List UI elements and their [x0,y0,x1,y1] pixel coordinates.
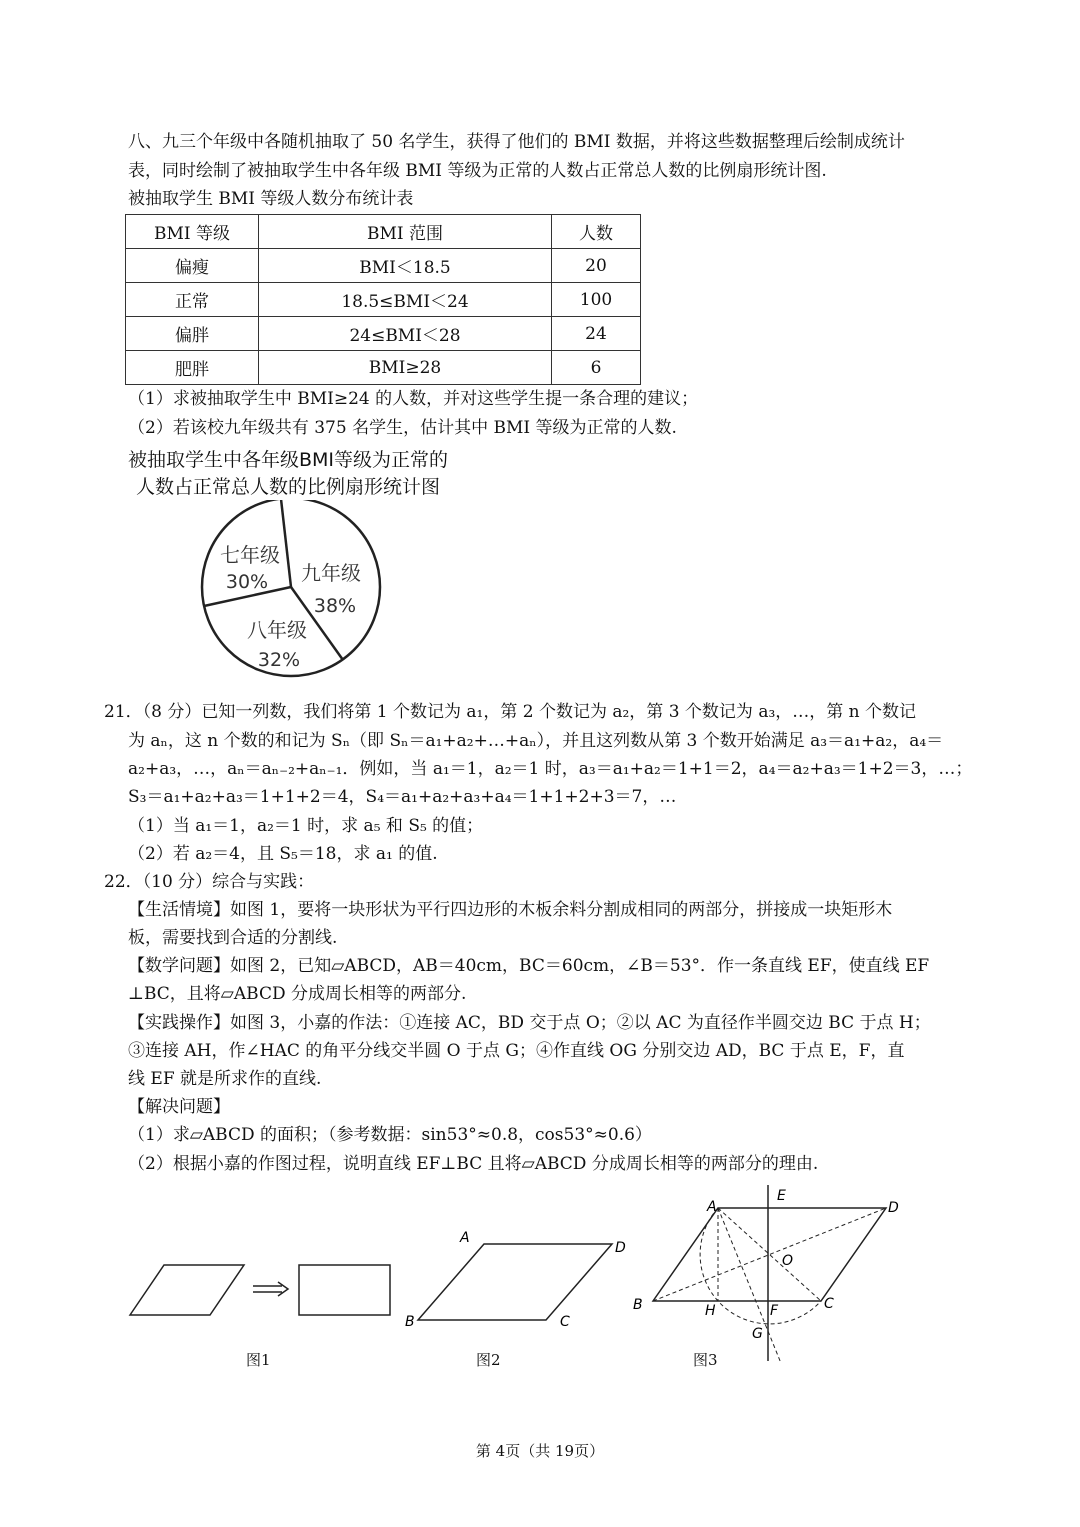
table-row [126,249,641,283]
table-cell: 100 [552,283,641,317]
q22-line-2: 【生活情境】如图 1，要将一块形状为平行四边形的木板余料分割成相同的两部分，拼接成一块矩形木 [128,900,893,920]
q22-line-1: 22．（10 分）综合与实践： [104,872,315,892]
q22-part-1: （1）求▱ABCD 的面积；（参考数据：sin53°≈0.8，cos53°≈0.6） [128,1125,652,1145]
table-cell: 偏瘦 [126,249,259,283]
q22-line-7: ③连接 AH，作∠HAC 的角平分线交半圆 O 于点 G；④作直线 OG 分别交边 AD，BC 于点 E，F，直 [128,1041,905,1061]
figure-1 [120,1255,400,1325]
header-range: BMI 范围 [259,215,552,249]
fig1-rectangle [299,1265,390,1315]
bmi-table [125,214,641,385]
figure-3 [625,1183,915,1363]
pie-chart [190,500,400,680]
table-header-row [126,215,641,249]
fig3-label-h: H [705,1303,716,1319]
q22-part-2: （2）根据小嘉的作图过程，说明直线 EF⊥BC 且将▱ABCD 分成周长相等的两部分的理由. [128,1154,819,1174]
pie-pct-grade7: 30% [225,571,269,593]
table-row [126,351,641,385]
table-cell: 18.5≤BMI＜24 [259,283,552,317]
table-title: 被抽取学生 BMI 等级人数分布统计表 [128,189,414,209]
table-row [126,283,641,317]
fig2-label-b: B [405,1314,415,1330]
table-cell: 正常 [126,283,259,317]
q20-part-1: （1）求被抽取学生中 BMI≥24 的人数，并对这些学生提一条合理的建议； [128,389,699,409]
fig3-diagonal-ac [718,1208,821,1301]
pie-title-2: 人数占正常总人数的比例扇形统计图 [136,476,441,498]
table-row [126,317,641,351]
fig3-label-d: D [888,1200,899,1216]
header-level: BMI 等级 [126,215,259,249]
q22-line-6: 【实践操作】如图 3，小嘉的作法：①连接 AC，BD 交于点 O；②以 AC 为直径作半圆交边 BC 于点 H； [128,1013,931,1033]
fig2-label-d: D [615,1240,626,1256]
table-cell: 24≤BMI＜28 [259,317,552,351]
fig3-label-f: F [770,1303,779,1319]
q22-line-9: 【解决问题】 [128,1097,230,1117]
q21-line-2: 为 aₙ，这 n 个数的和记为 Sₙ（即 Sₙ＝a₁+a₂+…+aₙ），并且这列数从第 3 个数开始满足 a₃＝a₁+a₂，a₄＝ [128,731,944,751]
fig1-parallelogram [130,1265,244,1315]
pie-pct-grade9: 38% [313,595,357,617]
figure-2 [400,1228,640,1338]
q21-line-4: S₃＝a₁+a₂+a₃＝1+1+2＝4，S₄＝a₁+a₂+a₃+a₄＝1+1+2+3＝7，… [128,787,677,807]
fig3-label-a: A [707,1199,717,1215]
table-cell: BMI≥28 [259,351,552,385]
fig2-caption: 图2 [476,1351,501,1369]
fig2-parallelogram [418,1244,612,1320]
fig1-arrow-icon [253,1282,288,1296]
fig3-label-o: O [782,1253,794,1269]
table-cell: 20 [552,249,641,283]
q22-line-3: 板，需要找到合适的分割线. [128,928,338,948]
table-cell: 肥胖 [126,351,259,385]
table-cell: BMI＜18.5 [259,249,552,283]
pie-label-grade8: 八年级 [247,618,307,642]
pie-label-grade9: 九年级 [301,561,361,585]
header-count: 人数 [552,215,641,249]
fig3-label-e: E [777,1188,786,1204]
q21-line-3: a₂+a₃，…，aₙ＝aₙ₋₂+aₙ₋₁．例如，当 a₁＝1，a₂＝1 时，a₃＝a₁+a₂＝1+1＝2，a₄＝a₂+a₃＝1+2＝3，…； [128,759,973,779]
q22-line-5: ⊥BC，且将▱ABCD 分成周长相等的两部分. [128,984,467,1004]
q21-part-1: （1）当 a₁＝1，a₂＝1 时，求 a₅ 和 S₅ 的值； [128,816,484,836]
intro-line-2: 表，同时绘制了被抽取学生中各年级 BMI 等级为正常的人数占正常总人数的比例扇形统计图. [128,161,827,181]
page-footer: 第 4页（共 19页） [475,1442,605,1460]
fig3-diagonal-bd [653,1208,886,1301]
fig2-label-a: A [460,1230,470,1246]
table-cell: 24 [552,317,641,351]
q20-part-2: （2）若该校九年级共有 375 名学生，估计其中 BMI 等级为正常的人数. [128,418,677,438]
fig3-label-c: C [824,1296,834,1312]
pie-title-1: 被抽取学生中各年级BMI等级为正常的 [128,449,449,471]
fig3-label-b: B [633,1297,643,1313]
q21-part-2: （2）若 a₂＝4，且 S₅＝18，求 a₁ 的值. [128,844,438,864]
fig3-caption: 图3 [693,1351,718,1369]
pie-label-grade7: 七年级 [220,543,280,567]
table-cell: 偏胖 [126,317,259,351]
q21-line-1: 21．（8 分）已知一列数，我们将第 1 个数记为 a₁，第 2 个数记为 a₂，第 3 个数记为 a₃，…，第 n 个数记 [104,702,917,722]
pie-pct-grade8: 32% [257,649,301,671]
fig3-label-g: G [752,1326,763,1342]
fig2-label-c: C [560,1314,570,1330]
intro-line-1: 八、九三个年级中各随机抽取了 50 名学生，获得了他们的 BMI 数据，并将这些数据整理后绘制成统计 [128,132,905,152]
table-cell: 6 [552,351,641,385]
q22-line-4: 【数学问题】如图 2，已知▱ABCD，AB＝40cm，BC＝60cm，∠B＝53°．作一条直线 EF，使直线 EF [128,956,930,976]
fig1-caption: 图1 [246,1351,271,1369]
q22-line-8: 线 EF 就是所求作的直线. [128,1069,322,1089]
